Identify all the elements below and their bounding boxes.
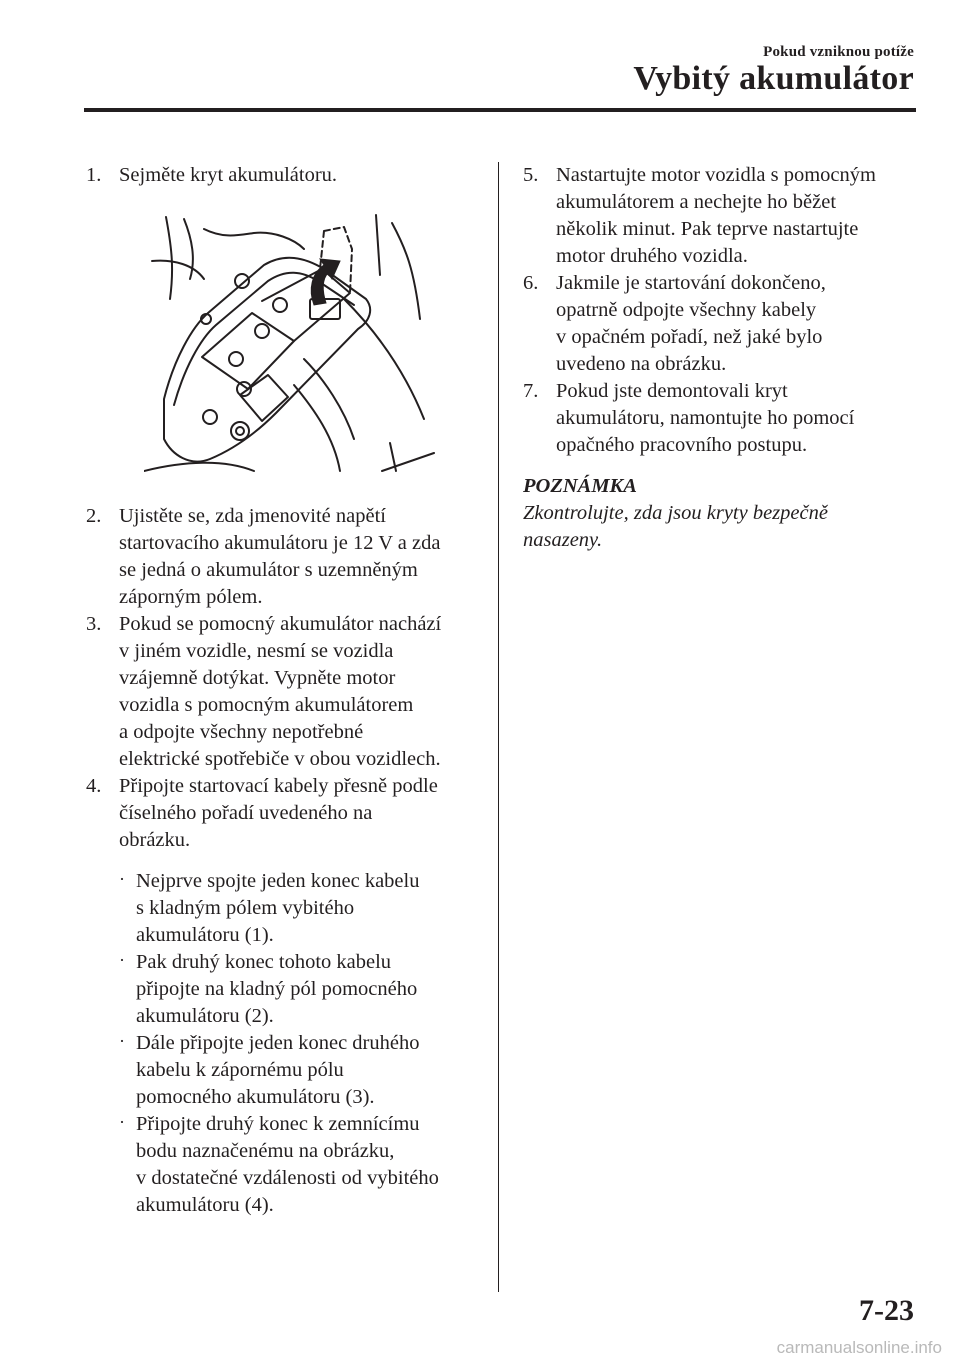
- bullet-dot-icon: ·: [119, 869, 125, 889]
- section-title: Pokud vzniknou potíže: [763, 44, 914, 60]
- engine-bay-line: [144, 463, 254, 471]
- header-divider: [84, 108, 916, 112]
- bullet-text: Pak druhý konec tohoto kabelu připojte na kladný pól pomocného akumulátoru (2).: [136, 951, 418, 1027]
- step-text: Pokud se pomocný akumulátor nachází v jiném vozidle, nesmí se vozidla vzájemně dotýkat. Vypněte motor vozidla s pomocným akumulátorem a odpojte všechny nepotřebné elektrické spotřebiče v obou vozidlech.: [119, 613, 442, 770]
- left-column: [86, 162, 476, 1219]
- step-text: Ujistěte se, zda jmenovité napětí startovacího akumulátoru je 12 V a zda se jedná o akumulátor s uzemněným záporným pólem.: [119, 505, 441, 608]
- bullet-dot-icon: ·: [119, 1031, 125, 1051]
- steps-list-a: [86, 162, 476, 189]
- right-column: [523, 162, 923, 554]
- bullet-text: Připojte druhý konec k zemnícímu bodu naznačenému na obrázku, v dostatečné vzdálenosti od vybitého akumulátoru (4).: [136, 1113, 439, 1216]
- engine-bay-line: [204, 229, 304, 249]
- terminal-bolt: [235, 274, 249, 288]
- step-text: Nastartujte motor vozidla s pomocným akumulátorem a nechejte ho běžet několik minut. Pak teprve nastartujte motor druhého vozidla.: [556, 164, 876, 267]
- bullet-item: [119, 1111, 476, 1219]
- engine-bay-line: [152, 261, 204, 279]
- engine-bay-line: [392, 223, 420, 319]
- note-text: Zkontrolujte, zda jsou kryty bezpečně nasazeny.: [523, 502, 828, 551]
- bullet-dot-icon: ·: [119, 1112, 125, 1132]
- terminal-bolt: [255, 324, 269, 338]
- battery-cover: [262, 269, 350, 341]
- engine-bay-line: [376, 215, 380, 275]
- step-item: [523, 378, 923, 459]
- note-title: POZNÁMKA: [523, 475, 637, 497]
- step-text: Připojte startovací kabely přesně podle číselného pořadí uvedeného na obrázku.: [119, 775, 438, 851]
- engine-bay-line: [184, 219, 193, 279]
- bullet-text: Nejprve spojte jeden konec kabelu s kladným pólem vybitého akumulátoru (1).: [136, 870, 420, 946]
- engine-bay-line: [166, 217, 172, 299]
- step-item: [523, 162, 923, 270]
- step-item: [86, 503, 476, 611]
- engine-bay-line: [382, 453, 434, 471]
- terminal-bolt: [273, 298, 287, 312]
- page-number: 7-23: [859, 1294, 914, 1327]
- bullet-item: [119, 868, 476, 949]
- bullet-dot-icon: ·: [119, 950, 125, 970]
- step-number: 3.: [86, 613, 102, 635]
- step-text: Pokud jste demontovali kryt akumulátoru, namontujte ho pomocí opačného pracovního postupu.: [556, 380, 855, 456]
- bullet-text: Dále připojte jeden konec druhého kabelu k zápornému pólu pomocného akumulátoru (3).: [136, 1032, 420, 1108]
- terminal-post: [231, 422, 249, 440]
- bullet-item: [119, 1030, 476, 1111]
- engine-bay-line: [294, 385, 340, 471]
- step-number: 4.: [86, 775, 102, 797]
- step-number: 7.: [523, 380, 539, 402]
- bullet-item: [119, 949, 476, 1030]
- step-item: [86, 773, 476, 854]
- battery-cover-illustration: [144, 209, 440, 479]
- engine-bay-line: [304, 359, 354, 439]
- terminal-bolt: [203, 410, 217, 424]
- step-number: 1.: [86, 164, 102, 186]
- bullet-list: [86, 868, 476, 1219]
- step-item: [86, 162, 476, 189]
- step-item: [86, 611, 476, 773]
- page-title: Vybitý akumulátor: [633, 60, 914, 97]
- column-divider: [498, 162, 499, 1292]
- steps-list-b: [86, 503, 476, 854]
- watermark: carmanualsonline.info: [776, 1338, 942, 1357]
- step-text: Sejměte kryt akumulátoru.: [119, 164, 338, 186]
- terminal-post: [236, 427, 244, 435]
- step-number: 2.: [86, 505, 102, 527]
- step-number: 6.: [523, 272, 539, 294]
- steps-list-c: [523, 162, 923, 459]
- terminal-bolt: [229, 352, 243, 366]
- step-text: Jakmile je startování dokončeno, opatrně odpojte všechny kabely v opačném pořadí, než jaké bylo uvedeno na obrázku.: [556, 272, 826, 375]
- engine-bay-line: [344, 299, 424, 419]
- step-number: 5.: [523, 164, 539, 186]
- battery-tray: [164, 258, 370, 462]
- step-item: [523, 270, 923, 378]
